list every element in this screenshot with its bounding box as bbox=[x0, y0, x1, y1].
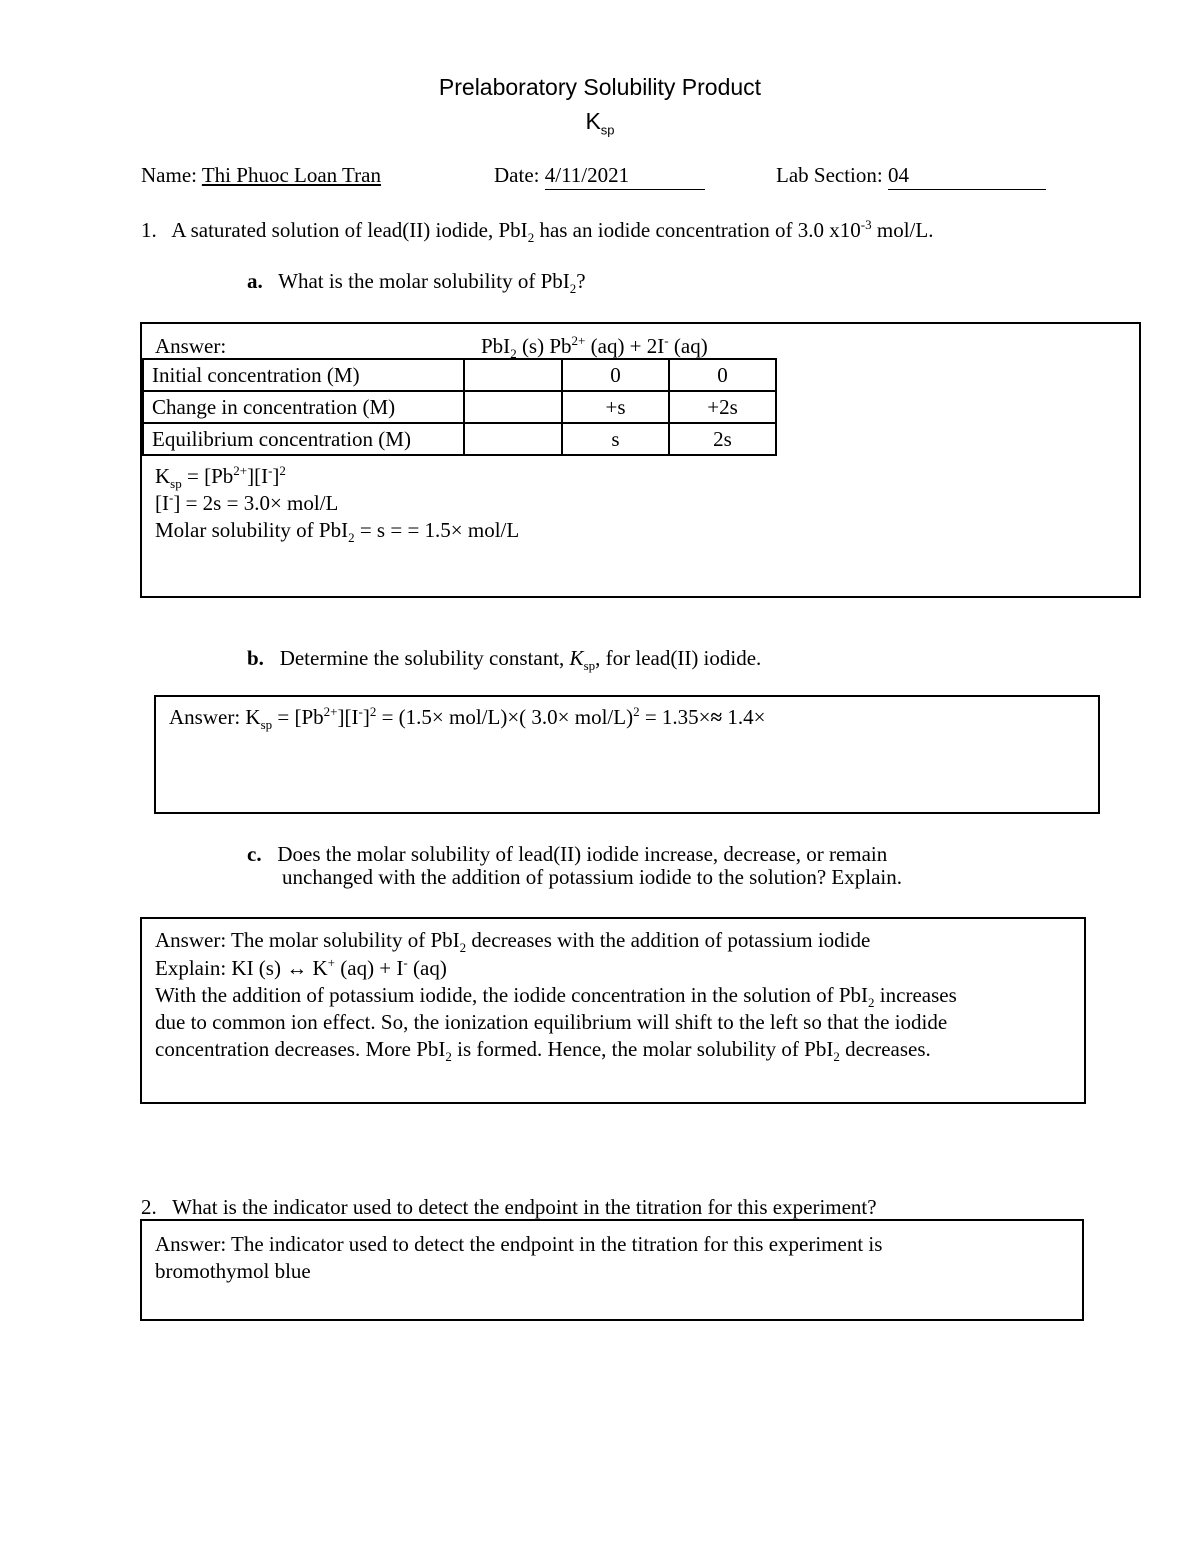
name-value: Thi Phuoc Loan Tran bbox=[201, 163, 381, 187]
section-value: 04 bbox=[888, 162, 1046, 190]
cell-iodide: 2s bbox=[669, 423, 776, 455]
sup-2plus: 2+ bbox=[571, 333, 586, 348]
answer-1c-line-4: due to common ion effect. So, the ionization equilibrium will shift to the left so that the iodide bbox=[155, 1010, 948, 1034]
sup-minus: - bbox=[664, 333, 669, 348]
molar-label: Molar solubility of PbI bbox=[155, 518, 349, 542]
ksp-k-italic: K bbox=[569, 646, 584, 670]
sub-sp: sp bbox=[170, 476, 182, 492]
answer-1b-values: = (1.5× mol/L)×( 3.0× mol/L) bbox=[376, 705, 634, 729]
answer-1c-line-3 bbox=[155, 982, 957, 1009]
sup-minus: - bbox=[358, 704, 363, 719]
sub-sp: sp bbox=[260, 717, 273, 733]
ksp-close: ] bbox=[272, 464, 280, 488]
reaction-equation bbox=[481, 333, 708, 360]
section-field bbox=[776, 162, 1046, 190]
question-2-text: What is the indicator used to detect the endpoint in the titration for this experiment? bbox=[172, 1195, 877, 1219]
iodide-concentration bbox=[155, 490, 338, 517]
eq-aq: (aq) bbox=[668, 334, 708, 358]
page-title: Prelaboratory Solubility Product bbox=[438, 74, 762, 100]
sub-2: 2 bbox=[569, 281, 577, 297]
answer-1c-line-5 bbox=[155, 1036, 931, 1063]
sub-2: 2 bbox=[348, 530, 355, 546]
sub-2: 2 bbox=[459, 940, 467, 956]
exponent: -3 bbox=[860, 217, 872, 232]
cell-pb: 0 bbox=[562, 359, 669, 391]
ice-table bbox=[142, 358, 777, 456]
question-1a-end: ? bbox=[576, 269, 586, 293]
molar-solubility bbox=[155, 517, 519, 544]
answer-1c-line-5b: is formed. Hence, the molar solubility of PbI bbox=[451, 1037, 834, 1061]
question-1 bbox=[141, 217, 933, 244]
explain-k: K bbox=[307, 956, 328, 980]
question-1c-letter: c. bbox=[247, 842, 262, 866]
sup-minus: - bbox=[169, 490, 174, 505]
iodide-open: [I bbox=[155, 491, 169, 515]
question-1b bbox=[247, 645, 761, 672]
sup-2: 2 bbox=[369, 704, 377, 719]
cell-pbi2 bbox=[464, 423, 562, 455]
ksp-expression bbox=[155, 463, 286, 490]
sub-2: 2 bbox=[445, 1049, 452, 1065]
answer-1c-line-2 bbox=[155, 955, 447, 982]
cell-pb: +s bbox=[562, 391, 669, 423]
answer-1b-k: Answer: K bbox=[169, 705, 261, 729]
cell-pb: s bbox=[562, 423, 669, 455]
answer-2-line-2: bromothymol blue bbox=[155, 1259, 311, 1283]
answer-1c-line-5a: concentration decreases. More PbI bbox=[155, 1037, 446, 1061]
sub-2: 2 bbox=[833, 1049, 840, 1065]
page-subtitle bbox=[0, 108, 1200, 138]
answer-1c-line-1 bbox=[155, 927, 870, 954]
cell-iodide: +2s bbox=[669, 391, 776, 423]
answer-1c-text: Answer: The molar solubility of PbI bbox=[155, 928, 460, 952]
cell-pbi2 bbox=[464, 359, 562, 391]
question-1b-text-b: , for lead(II) iodide. bbox=[595, 646, 762, 670]
explain-i: (aq) + I bbox=[335, 956, 404, 980]
answer-1b: Answer: $K_{sp} = [Pb^{2+}][I^-]^2 = (1.5\times mol/L)\times$( 3.0× mol/L)$^2$ = 1.35×≈ 1.4× bbox=[169, 704, 766, 733]
row-label: Change in concentration (M) bbox=[143, 391, 464, 423]
question-1-text-b: has an iodide concentration of 3.0 x10 bbox=[534, 218, 861, 242]
sub-2: 2 bbox=[868, 995, 875, 1011]
name-field bbox=[141, 162, 381, 189]
subtitle-sp: sp bbox=[600, 122, 615, 138]
answer-1c-text-b: decreases with the addition of potassium iodide bbox=[466, 928, 871, 952]
question-1a-letter: a. bbox=[247, 269, 263, 293]
answer-2-line-1: Answer: The indicator used to detect the endpoint in the titration for this experiment is bbox=[155, 1232, 883, 1256]
molar-value: = s = = 1.5× mol/L bbox=[354, 518, 520, 542]
question-1-number: 1. bbox=[141, 218, 157, 242]
answer-1b-pb: = [Pb bbox=[272, 705, 324, 729]
answer-1c-line-3b: increases bbox=[874, 983, 957, 1007]
eq-iodide: (aq) + 2I bbox=[585, 334, 665, 358]
equilibrium-arrow: ↔ bbox=[286, 956, 308, 980]
sub-2: 2 bbox=[527, 230, 535, 246]
question-2-number: 2. bbox=[141, 1195, 157, 1219]
row-label: Initial concentration (M) bbox=[143, 359, 464, 391]
table-row bbox=[143, 391, 776, 423]
question-1b-letter: b. bbox=[247, 646, 264, 670]
answer-label-1a: Answer: bbox=[155, 334, 227, 358]
approx-symbol: ≈ bbox=[710, 705, 723, 729]
name-label: Name: bbox=[141, 163, 197, 187]
subtitle-k: K bbox=[585, 108, 601, 134]
eq-pb: (s) Pb bbox=[516, 334, 572, 358]
question-1c-line-2: unchanged with the addition of potassium iodide to the solution? Explain. bbox=[282, 865, 902, 889]
sup-2: 2 bbox=[633, 704, 640, 719]
sup-2plus: 2+ bbox=[323, 704, 338, 719]
answer-1c-line-5c: decreases. bbox=[839, 1037, 931, 1061]
sub-sp: sp bbox=[583, 658, 596, 674]
table-row bbox=[143, 423, 776, 455]
cell-pbi2 bbox=[464, 391, 562, 423]
date-value: 4/11/2021 bbox=[545, 162, 705, 190]
question-2 bbox=[141, 1194, 877, 1221]
question-1-text-c: mol/L. bbox=[871, 218, 934, 242]
ksp-i: ][I bbox=[247, 464, 269, 488]
sub-2: 2 bbox=[510, 346, 517, 362]
sup-plus: + bbox=[327, 955, 335, 970]
table-row bbox=[143, 359, 776, 391]
question-1c-text-1: Does the molar solubility of lead(II) iodide increase, decrease, or remain bbox=[277, 842, 888, 866]
question-1-text: A saturated solution of lead(II) iodide, PbI bbox=[171, 218, 528, 242]
date-field bbox=[494, 162, 705, 190]
question-1b-text: Determine the solubility constant, bbox=[279, 646, 570, 670]
iodide-value: ] = 2s = 3.0× mol/L bbox=[173, 491, 339, 515]
section-label: Lab Section: bbox=[776, 163, 883, 187]
question-1a-text: What is the molar solubility of PbI bbox=[278, 269, 570, 293]
sup-minus: - bbox=[403, 955, 408, 970]
answer-1b-rounded: 1.4× bbox=[722, 705, 766, 729]
date-label: Date: bbox=[494, 163, 540, 187]
explain-ki: Explain: KI (s) bbox=[155, 956, 287, 980]
ksp-pb: = [Pb bbox=[181, 464, 234, 488]
eq-pbi: PbI bbox=[481, 334, 511, 358]
explain-aq: (aq) bbox=[407, 956, 447, 980]
question-1a bbox=[247, 268, 586, 295]
sup-2plus: 2+ bbox=[233, 463, 248, 478]
cell-iodide: 0 bbox=[669, 359, 776, 391]
ksp-k: K bbox=[155, 464, 171, 488]
answer-1b-result: = 1.35× bbox=[639, 705, 711, 729]
answer-1c-line-3a: With the addition of potassium iodide, the iodide concentration in the solution of PbI bbox=[155, 983, 869, 1007]
row-label: Equilibrium concentration (M) bbox=[143, 423, 464, 455]
answer-1b-i: ][I bbox=[337, 705, 359, 729]
sup-minus: - bbox=[268, 463, 273, 478]
sup-2: 2 bbox=[279, 463, 286, 478]
